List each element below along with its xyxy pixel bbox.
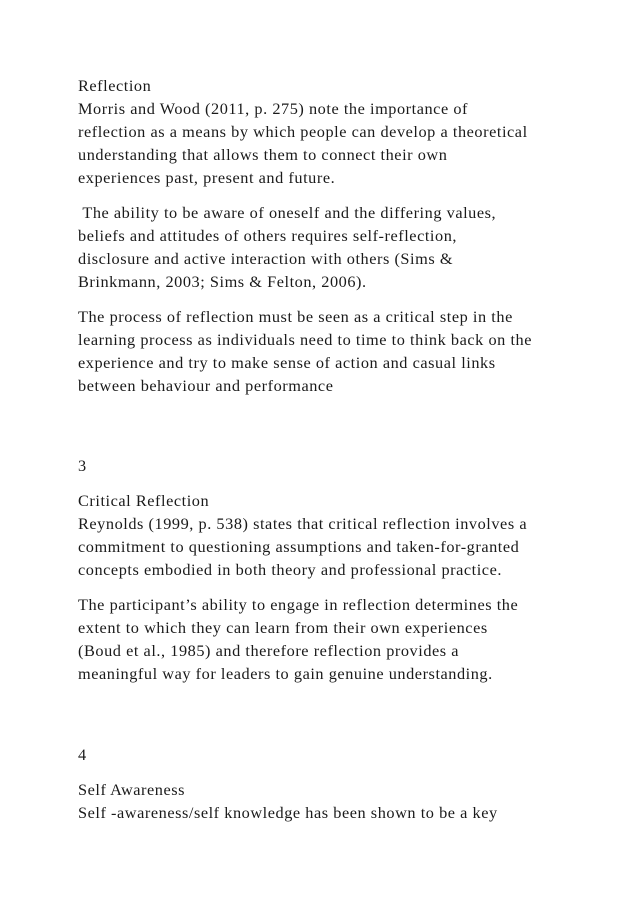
- text-line: extent to which they can learn from their own experiences: [78, 618, 488, 637]
- text-line: experience and try to make sense of action and casual links: [78, 353, 496, 372]
- text-line: disclosure and active interaction with others (Sims &: [78, 249, 454, 268]
- text-line: experiences past, present and future.: [78, 168, 336, 187]
- text-line: The participant’s ability to engage in reflection determines the: [78, 595, 519, 614]
- text-line: beliefs and attitudes of others requires self-reflection,: [78, 226, 458, 245]
- text-line: commitment to questioning assumptions and taken-for-granted: [78, 537, 520, 556]
- text-line: concepts embodied in both theory and professional practice.: [78, 560, 502, 579]
- text-line: reflection as a means by which people can develop a theoretical: [78, 122, 528, 141]
- section-heading-reflection: Reflection: [78, 76, 152, 95]
- text-line: Self -awareness/self knowledge has been shown to be a key: [78, 803, 498, 822]
- page-number: 3: [78, 456, 87, 475]
- section-heading-self-awareness: Self Awareness: [78, 780, 186, 799]
- text-line: learning process as individuals need to time to think back on the: [78, 330, 532, 349]
- section-heading-critical-reflection: Critical Reflection: [78, 491, 210, 510]
- text-line: meaningful way for leaders to gain genuine understanding.: [78, 664, 493, 683]
- text-line: Reynolds (1999, p. 538) states that critical reflection involves a: [78, 514, 528, 533]
- text-line: between behaviour and performance: [78, 376, 334, 395]
- text-line: Brinkmann, 2003; Sims & Felton, 2006).: [78, 272, 367, 291]
- text-line: The ability to be aware of oneself and the differing values,: [78, 203, 497, 222]
- text-line: The process of reflection must be seen as a critical step in the: [78, 307, 513, 326]
- text-line: (Boud et al., 1985) and therefore reflection provides a: [78, 641, 460, 660]
- text-line: understanding that allows them to connect their own: [78, 145, 448, 164]
- page-number: 4: [78, 745, 87, 764]
- text-line: Morris and Wood (2011, p. 275) note the importance of: [78, 99, 469, 118]
